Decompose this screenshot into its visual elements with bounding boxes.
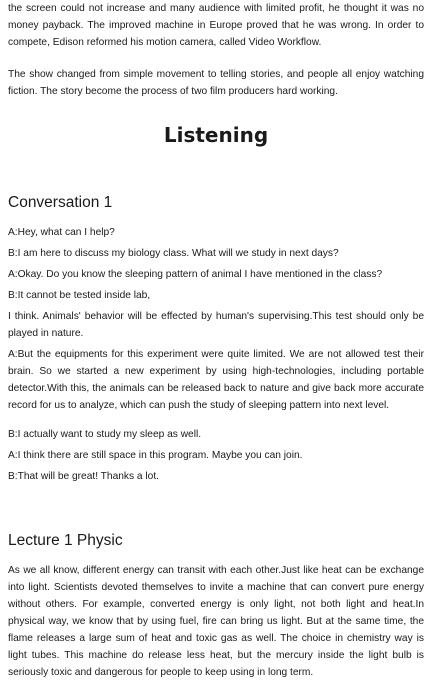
conversation-line: B:I actually want to study my sleep as well. <box>8 429 202 440</box>
conversation-line: B:That will be great! Thanks a lot. <box>8 471 160 482</box>
conversation-line: B:It cannot be tested inside lab, <box>8 290 151 301</box>
intro-paragraph-1: the screen could not increase and many audience with limited profit, he thought it was no money payback. The improved machine in Europe proved that he was wrong. In order to compete, Edison reformed his motion camera, called Video Workflow. <box>8 3 424 48</box>
conversation-line: A:Okay. Do you know the sleeping pattern of animal I have mentioned in the class? <box>8 269 383 280</box>
conversation-line: A:But the equipments for this experiment were quite limited. We are not allowed test their brain. So we started a new experiment by using high-technologies, including portable detector.With this, the animals can be released back to nature and give back more accurate record for us to analyze, which can push the study of sleeping pattern into next level. <box>8 349 424 411</box>
lecture-paragraph: As we all know, different energy can transit with each other.Just like heat can be exchange into light. Scientists devoted themselves to invite a machine that can convert pure energy without others. For example, converted energy is only light, not both light and heat.In physical way, we know that by using fuel, fire can bring us light. But at the same time, the flame releases a large sum of heat and toxic gas as well. The choice in chemistry way is light tubes. This machine do release less heat, but the mercury inside the light bulb is seriously toxic and dangerous for people to keep using in long term. <box>8 565 424 678</box>
conversation-line: I think. Animals' behavior will be effected by human's supervising.This test should only be played in nature. <box>8 311 424 339</box>
conversation-line: A:I think there are still space in this program. Maybe you can join. <box>8 450 303 461</box>
listening-heading: Listening <box>163 123 269 147</box>
conversation-line: B:I am here to discuss my biology class. What will we study in next days? <box>8 248 339 259</box>
conversation-heading: Conversation 1 <box>8 194 113 211</box>
conversation-line: A:Hey, what can I help? <box>8 227 115 238</box>
intro-paragraph-2: The show changed from simple movement to telling stories, and people all enjoy watching fiction. The story become the process of two film producers hard working. <box>8 69 424 97</box>
lecture-heading: Lecture 1 Physic <box>8 532 123 549</box>
